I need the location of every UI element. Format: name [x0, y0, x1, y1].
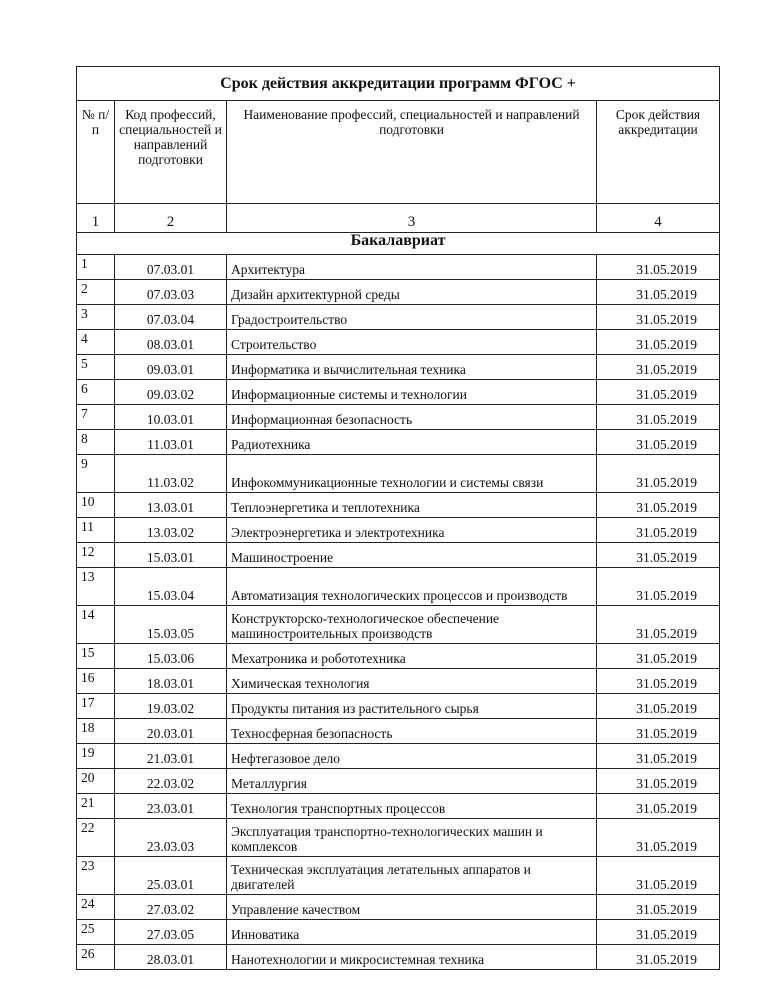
- table-row: [77, 455, 720, 493]
- table-row: [77, 305, 720, 330]
- column-number: 1: [77, 204, 115, 233]
- row-date: 31.05.2019: [597, 669, 720, 694]
- row-code: 07.03.04: [115, 305, 227, 330]
- row-number: 25: [77, 920, 115, 945]
- section-heading: Бакалавриат: [77, 233, 720, 255]
- column-number: 3: [227, 204, 597, 233]
- table-row: [77, 694, 720, 719]
- row-code: 07.03.01: [115, 255, 227, 280]
- row-code: 20.03.01: [115, 719, 227, 744]
- row-number: 16: [77, 669, 115, 694]
- row-code: 22.03.02: [115, 769, 227, 794]
- table-row: [77, 895, 720, 920]
- table-row: [77, 644, 720, 669]
- row-number: 8: [77, 430, 115, 455]
- table-row: [77, 543, 720, 568]
- row-name: Теплоэнергетика и теплотехника: [227, 493, 597, 518]
- table-row: [77, 568, 720, 606]
- row-code: 18.03.01: [115, 669, 227, 694]
- row-number: 12: [77, 543, 115, 568]
- row-name: Дизайн архитектурной среды: [227, 280, 597, 305]
- row-name: Эксплуатация транспортно-технологических машин и комплексов: [227, 819, 597, 857]
- row-number: 19: [77, 744, 115, 769]
- row-date: 31.05.2019: [597, 857, 720, 895]
- table-row: [77, 518, 720, 543]
- table-row: [77, 794, 720, 819]
- row-code: 27.03.02: [115, 895, 227, 920]
- row-code: 10.03.01: [115, 405, 227, 430]
- row-date: 31.05.2019: [597, 794, 720, 819]
- row-date: 31.05.2019: [597, 543, 720, 568]
- table-title: Срок действия аккредитации программ ФГОС +: [77, 67, 720, 101]
- row-code: 23.03.03: [115, 819, 227, 857]
- table-row: [77, 819, 720, 857]
- row-name: Технология транспортных процессов: [227, 794, 597, 819]
- row-date: 31.05.2019: [597, 568, 720, 606]
- table-row: [77, 330, 720, 355]
- row-name: Продукты питания из растительного сырья: [227, 694, 597, 719]
- row-name: Радиотехника: [227, 430, 597, 455]
- row-name: Информационные системы и технологии: [227, 380, 597, 405]
- table-row: [77, 769, 720, 794]
- table-row: [77, 493, 720, 518]
- row-name: Градостроительство: [227, 305, 597, 330]
- table-row: [77, 255, 720, 280]
- table-row: [77, 719, 720, 744]
- row-date: 31.05.2019: [597, 330, 720, 355]
- row-number: 9: [77, 455, 115, 493]
- row-code: 21.03.01: [115, 744, 227, 769]
- table-row: [77, 945, 720, 970]
- table-row: [77, 669, 720, 694]
- row-name: Химическая технология: [227, 669, 597, 694]
- header-name: Наименование профессий, специальностей и направлений подготовки: [227, 101, 597, 204]
- row-number: 10: [77, 493, 115, 518]
- row-date: 31.05.2019: [597, 430, 720, 455]
- row-code: 19.03.02: [115, 694, 227, 719]
- row-code: 23.03.01: [115, 794, 227, 819]
- row-name: Инфокоммуникационные технологии и системы связи: [227, 455, 597, 493]
- row-number: 7: [77, 405, 115, 430]
- table-row: [77, 355, 720, 380]
- row-code: 28.03.01: [115, 945, 227, 970]
- table-row: [77, 920, 720, 945]
- row-number: 14: [77, 606, 115, 644]
- row-number: 6: [77, 380, 115, 405]
- row-date: 31.05.2019: [597, 769, 720, 794]
- row-number: 24: [77, 895, 115, 920]
- row-name: Нанотехнологии и микросистемная техника: [227, 945, 597, 970]
- row-date: 31.05.2019: [597, 895, 720, 920]
- row-code: 13.03.02: [115, 518, 227, 543]
- row-name: Автоматизация технологических процессов и производств: [227, 568, 597, 606]
- row-date: 31.05.2019: [597, 819, 720, 857]
- column-number: 2: [115, 204, 227, 233]
- row-number: 2: [77, 280, 115, 305]
- row-code: 15.03.01: [115, 543, 227, 568]
- header-num: № п/п: [77, 101, 115, 204]
- table-row: [77, 405, 720, 430]
- row-date: 31.05.2019: [597, 644, 720, 669]
- row-name: Машиностроение: [227, 543, 597, 568]
- row-date: 31.05.2019: [597, 719, 720, 744]
- table-row: [77, 606, 720, 644]
- header-date: Срок действия аккредитации: [597, 101, 720, 204]
- table-row: [77, 430, 720, 455]
- row-name: Информационная безопасность: [227, 405, 597, 430]
- row-code: 15.03.05: [115, 606, 227, 644]
- row-number: 23: [77, 857, 115, 895]
- row-code: 11.03.02: [115, 455, 227, 493]
- row-number: 4: [77, 330, 115, 355]
- row-number: 20: [77, 769, 115, 794]
- row-date: 31.05.2019: [597, 920, 720, 945]
- row-name: Управление качеством: [227, 895, 597, 920]
- row-date: 31.05.2019: [597, 493, 720, 518]
- table-row: [77, 857, 720, 895]
- row-number: 22: [77, 819, 115, 857]
- row-number: 5: [77, 355, 115, 380]
- row-number: 15: [77, 644, 115, 669]
- row-date: 31.05.2019: [597, 305, 720, 330]
- row-code: 15.03.04: [115, 568, 227, 606]
- table-row: [77, 280, 720, 305]
- row-date: 31.05.2019: [597, 455, 720, 493]
- row-date: 31.05.2019: [597, 355, 720, 380]
- header-code: Код профессий, специальностей и направлений подготовки: [115, 101, 227, 204]
- row-name: Нефтегазовое дело: [227, 744, 597, 769]
- row-code: 11.03.01: [115, 430, 227, 455]
- row-name: Электроэнергетика и электротехника: [227, 518, 597, 543]
- accreditation-table: [76, 66, 720, 970]
- row-date: 31.05.2019: [597, 606, 720, 644]
- row-code: 15.03.06: [115, 644, 227, 669]
- row-name: Архитектура: [227, 255, 597, 280]
- row-date: 31.05.2019: [597, 518, 720, 543]
- row-code: 09.03.01: [115, 355, 227, 380]
- row-code: 07.03.03: [115, 280, 227, 305]
- row-name: Конструкторско-технологическое обеспечение машиностроительных производств: [227, 606, 597, 644]
- row-number: 26: [77, 945, 115, 970]
- row-name: Информатика и вычислительная техника: [227, 355, 597, 380]
- row-code: 25.03.01: [115, 857, 227, 895]
- row-number: 13: [77, 568, 115, 606]
- row-name: Строительство: [227, 330, 597, 355]
- table-row: [77, 744, 720, 769]
- row-number: 3: [77, 305, 115, 330]
- row-number: 18: [77, 719, 115, 744]
- row-code: 08.03.01: [115, 330, 227, 355]
- row-name: Инноватика: [227, 920, 597, 945]
- row-number: 1: [77, 255, 115, 280]
- row-date: 31.05.2019: [597, 405, 720, 430]
- row-code: 13.03.01: [115, 493, 227, 518]
- row-date: 31.05.2019: [597, 255, 720, 280]
- row-name: Металлургия: [227, 769, 597, 794]
- row-code: 09.03.02: [115, 380, 227, 405]
- row-date: 31.05.2019: [597, 945, 720, 970]
- row-code: 27.03.05: [115, 920, 227, 945]
- row-number: 21: [77, 794, 115, 819]
- row-name: Мехатроника и робототехника: [227, 644, 597, 669]
- row-name: Техносферная безопасность: [227, 719, 597, 744]
- row-date: 31.05.2019: [597, 694, 720, 719]
- row-number: 11: [77, 518, 115, 543]
- row-date: 31.05.2019: [597, 380, 720, 405]
- row-date: 31.05.2019: [597, 744, 720, 769]
- column-number: 4: [597, 204, 720, 233]
- row-name: Техническая эксплуатация летательных аппаратов и двигателей: [227, 857, 597, 895]
- row-date: 31.05.2019: [597, 280, 720, 305]
- row-number: 17: [77, 694, 115, 719]
- table-row: [77, 380, 720, 405]
